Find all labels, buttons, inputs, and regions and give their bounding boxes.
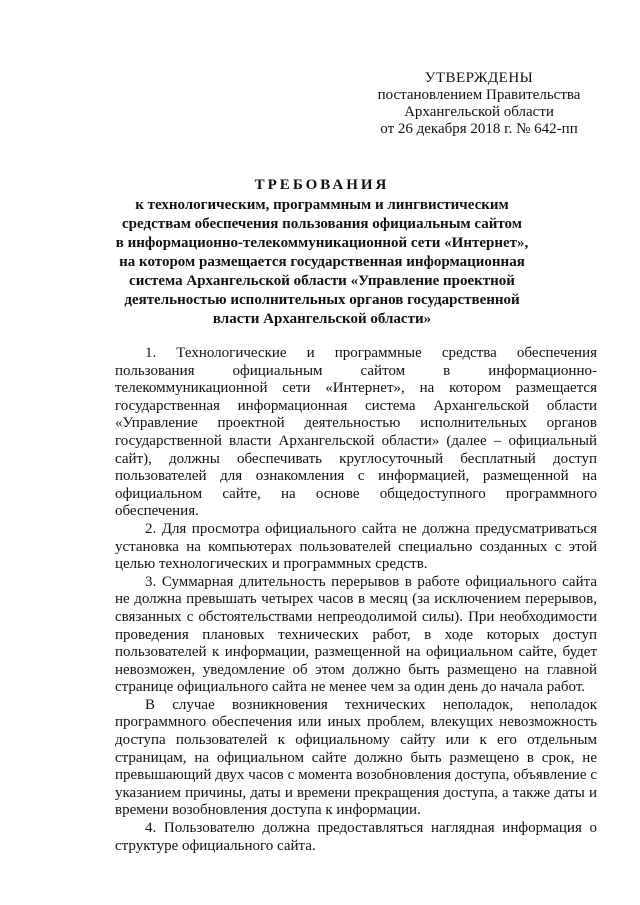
document-title-line: система Архангельской области «Управление проектной [129,273,515,289]
paragraph-1: 1. Технологические и программные средства обеспечения пользования официальным сайтом в информационно-телекоммуникационной сети «Интернет», на котором размещается государственная информационная система Архангельской области «Управление проектной деятельностью исполнительных органов государственной власти Архангельской области» (далее – официальный сайт), должны обеспечивать круглосуточный бесплатный доступ пользователей для ознакомления с информацией, размещенной на официальном сайте, на основе общедоступного программного обеспечения. [115,345,597,520]
paragraph-3-continued: В случае возникновения технических неполадок, неполадок программного обеспечения или иных проблем, влекущих невозможность доступа пользователей к официальному сайту или к его отдельным страницам, на официальном сайте должно быть размещено в срок, не превышающий двух часов с момента возобновления доступа, объявление с указанием причины, даты и времени прекращения доступа, а также даты и времени возобновления доступа к информации. [115,696,597,819]
document-title-line: к технологическим, программным и лингвистическим [135,197,509,213]
paragraph-2: 2. Для просмотра официального сайта не должна предусматриваться установка на компьютерах пользователей специально созданных с этой целью технологических и программных средств. [115,520,597,573]
approval-line-1: постановлением Правительства [377,87,581,103]
approval-line-3: от 26 декабря 2018 г. № 642-пп [380,121,578,137]
document-title-line: в информационно-телекоммуникационной сети «Интернет», [115,235,529,251]
approval-line-2: Архангельской области [404,104,554,120]
document-body [115,345,597,855]
paragraph-4: 4. Пользователю должна предоставляться наглядная информация о структуре официального сайта. [115,820,597,854]
document-title-line: средствам обеспечения пользования официальным сайтом [122,216,522,232]
document-title-main: ТРЕБОВАНИЯ [254,177,390,193]
approval-block [360,70,598,138]
document-title-line: на котором размещается государственная информационная [119,254,525,270]
paragraph-3: 3. Суммарная длительность перерывов в работе официального сайта не должна превышать четырех часов в месяц (за исключением перерывов, связанных с обстоятельствами непреодолимой силы). При необходимости проведения плановых технических работ, в ходе которых доступ пользователей к информации, размещенной на официальном сайте, будет невозможен, уведомление об этом должно быть размещено на главной странице официального сайта не менее чем за один день до начала работ. [115,573,597,696]
document-title [80,176,564,329]
document-title-line: власти Архангельской области» [212,311,432,327]
approval-title: УТВЕРЖДЕНЫ [424,70,534,86]
document-title-line: деятельностью исполнительных органов государственной [124,292,520,308]
document-title-subtitle [80,196,564,329]
